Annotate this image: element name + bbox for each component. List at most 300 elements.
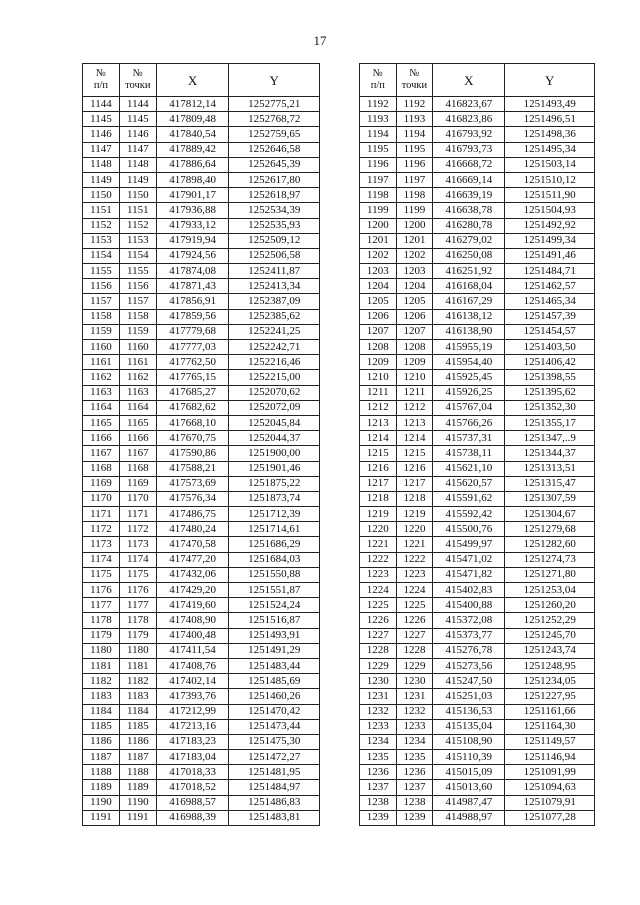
cell-point-number: 1186 — [119, 734, 156, 749]
table-row — [83, 324, 320, 339]
cell-row-number: 1190 — [83, 795, 120, 810]
cell-y: 1251712,39 — [229, 507, 320, 522]
cell-x: 417183,23 — [156, 734, 229, 749]
table-row — [360, 461, 595, 476]
cell-point-number: 1162 — [119, 370, 156, 385]
cell-y: 1251457,39 — [505, 309, 595, 324]
cell-point-number: 1175 — [119, 567, 156, 582]
table-row — [360, 309, 595, 324]
cell-row-number: 1178 — [83, 613, 120, 628]
table-row — [360, 415, 595, 430]
table-row — [83, 309, 320, 324]
header-y: Y — [229, 64, 320, 97]
table-row — [360, 658, 595, 673]
cell-point-number: 1166 — [119, 431, 156, 446]
cell-row-number: 1149 — [83, 172, 120, 187]
table-row — [83, 507, 320, 522]
cell-point-number: 1206 — [396, 309, 433, 324]
cell-y: 1251149,57 — [505, 734, 595, 749]
table-row — [360, 324, 595, 339]
cell-row-number: 1173 — [83, 537, 120, 552]
cell-y: 1251875,22 — [229, 476, 320, 491]
table-row — [83, 431, 320, 446]
table-row — [360, 446, 595, 461]
cell-x: 417812,14 — [156, 97, 229, 112]
cell-y: 1252413,34 — [229, 279, 320, 294]
cell-point-number: 1215 — [396, 446, 433, 461]
cell-point-number: 1223 — [396, 567, 433, 582]
cell-point-number: 1184 — [119, 704, 156, 719]
cell-y: 1251315,47 — [505, 476, 595, 491]
cell-x: 417486,75 — [156, 507, 229, 522]
cell-y: 1251493,49 — [505, 97, 595, 112]
cell-x: 416668,72 — [433, 157, 505, 172]
table-row — [360, 628, 595, 643]
cell-row-number: 1200 — [360, 218, 397, 233]
cell-y: 1252070,62 — [229, 385, 320, 400]
table-row — [83, 810, 320, 825]
cell-x: 415621,10 — [433, 461, 505, 476]
cell-point-number: 1171 — [119, 507, 156, 522]
table-row — [83, 112, 320, 127]
table-row — [83, 127, 320, 142]
cell-x: 416138,12 — [433, 309, 505, 324]
cell-x: 415108,90 — [433, 734, 505, 749]
cell-row-number: 1197 — [360, 172, 397, 187]
cell-x: 416251,92 — [433, 264, 505, 279]
cell-x: 417183,04 — [156, 750, 229, 765]
table-row — [360, 522, 595, 537]
cell-y: 1251146,94 — [505, 750, 595, 765]
cell-y: 1251492,92 — [505, 218, 595, 233]
cell-row-number: 1180 — [83, 643, 120, 658]
table-row — [360, 370, 595, 385]
cell-point-number: 1146 — [119, 127, 156, 142]
cell-y: 1252241,25 — [229, 324, 320, 339]
cell-y: 1251503,14 — [505, 157, 595, 172]
cell-y: 1251551,87 — [229, 583, 320, 598]
cell-y: 1251550,88 — [229, 567, 320, 582]
cell-row-number: 1209 — [360, 355, 397, 370]
cell-x: 417018,33 — [156, 765, 229, 780]
header-x: X — [433, 64, 505, 97]
table-row — [83, 218, 320, 233]
cell-row-number: 1148 — [83, 157, 120, 172]
table-row — [360, 567, 595, 582]
cell-row-number: 1161 — [83, 355, 120, 370]
table-row — [360, 765, 595, 780]
cell-point-number: 1233 — [396, 719, 433, 734]
cell-x: 415373,77 — [433, 628, 505, 643]
cell-x: 416638,78 — [433, 203, 505, 218]
table-row — [83, 340, 320, 355]
cell-y: 1252411,87 — [229, 264, 320, 279]
cell-x: 415402,83 — [433, 583, 505, 598]
cell-x: 417408,76 — [156, 658, 229, 673]
table-header — [360, 64, 595, 97]
cell-row-number: 1193 — [360, 112, 397, 127]
cell-x: 416250,08 — [433, 248, 505, 263]
cell-point-number: 1155 — [119, 264, 156, 279]
table-row — [360, 127, 595, 142]
table-row — [360, 491, 595, 506]
cell-y: 1251406,42 — [505, 355, 595, 370]
cell-y: 1251484,97 — [229, 780, 320, 795]
cell-point-number: 1176 — [119, 583, 156, 598]
cell-y: 1251470,42 — [229, 704, 320, 719]
table-row — [83, 203, 320, 218]
header-x: X — [156, 64, 229, 97]
cell-y: 1251398,55 — [505, 370, 595, 385]
cell-x: 415276,78 — [433, 643, 505, 658]
cell-y: 1251873,74 — [229, 491, 320, 506]
cell-x: 415273,56 — [433, 658, 505, 673]
cell-x: 417889,42 — [156, 142, 229, 157]
cell-y: 1251079,91 — [505, 795, 595, 810]
cell-point-number: 1167 — [119, 446, 156, 461]
table-row — [360, 248, 595, 263]
cell-row-number: 1152 — [83, 218, 120, 233]
cell-x: 417874,08 — [156, 264, 229, 279]
cell-point-number: 1165 — [119, 415, 156, 430]
cell-row-number: 1214 — [360, 431, 397, 446]
cell-y: 1251460,26 — [229, 689, 320, 704]
cell-point-number: 1222 — [396, 552, 433, 567]
cell-point-number: 1150 — [119, 188, 156, 203]
cell-point-number: 1198 — [396, 188, 433, 203]
table-row — [360, 400, 595, 415]
table-row — [360, 203, 595, 218]
cell-row-number: 1167 — [83, 446, 120, 461]
cell-y: 1251243,74 — [505, 643, 595, 658]
cell-row-number: 1163 — [83, 385, 120, 400]
header-number-sign: № — [409, 67, 420, 79]
cell-y: 1251475,30 — [229, 734, 320, 749]
cell-point-number: 1230 — [396, 674, 433, 689]
cell-x: 416823,67 — [433, 97, 505, 112]
cell-x: 416279,02 — [433, 233, 505, 248]
cell-point-number: 1187 — [119, 750, 156, 765]
cell-point-number: 1202 — [396, 248, 433, 263]
table-row — [83, 355, 320, 370]
cell-row-number: 1176 — [83, 583, 120, 598]
cell-point-number: 1220 — [396, 522, 433, 537]
cell-point-number: 1172 — [119, 522, 156, 537]
table-row — [360, 431, 595, 446]
cell-point-number: 1217 — [396, 476, 433, 491]
table-row — [83, 522, 320, 537]
cell-point-number: 1234 — [396, 734, 433, 749]
cell-x: 415954,40 — [433, 355, 505, 370]
cell-row-number: 1144 — [83, 97, 120, 112]
cell-point-number: 1207 — [396, 324, 433, 339]
cell-x: 417762,50 — [156, 355, 229, 370]
cell-point-number: 1239 — [396, 810, 433, 825]
cell-point-number: 1196 — [396, 157, 433, 172]
cell-row-number: 1237 — [360, 780, 397, 795]
table-row — [83, 628, 320, 643]
cell-point-number: 1221 — [396, 537, 433, 552]
cell-point-number: 1225 — [396, 598, 433, 613]
cell-row-number: 1172 — [83, 522, 120, 537]
cell-x: 416639,19 — [433, 188, 505, 203]
cell-y: 1251347,..9 — [505, 431, 595, 446]
cell-point-number: 1157 — [119, 294, 156, 309]
table-row — [360, 355, 595, 370]
cell-y: 1251403,50 — [505, 340, 595, 355]
cell-y: 1252768,72 — [229, 112, 320, 127]
cell-x: 417576,34 — [156, 491, 229, 506]
cell-y: 1251484,71 — [505, 264, 595, 279]
cell-row-number: 1220 — [360, 522, 397, 537]
cell-row-number: 1202 — [360, 248, 397, 263]
cell-point-number: 1192 — [396, 97, 433, 112]
cell-point-number: 1177 — [119, 598, 156, 613]
cell-y: 1252072,09 — [229, 400, 320, 415]
cell-x: 415135,04 — [433, 719, 505, 734]
cell-y: 1251077,28 — [505, 810, 595, 825]
cell-row-number: 1211 — [360, 385, 397, 400]
cell-row-number: 1212 — [360, 400, 397, 415]
table-row — [83, 142, 320, 157]
cell-point-number: 1226 — [396, 613, 433, 628]
cell-point-number: 1199 — [396, 203, 433, 218]
table-row — [83, 370, 320, 385]
cell-y: 1251901,46 — [229, 461, 320, 476]
cell-y: 1251245,70 — [505, 628, 595, 643]
table-row — [83, 537, 320, 552]
cell-row-number: 1234 — [360, 734, 397, 749]
cell-point-number: 1152 — [119, 218, 156, 233]
cell-x: 414987,47 — [433, 795, 505, 810]
cell-row-number: 1225 — [360, 598, 397, 613]
cell-point-number: 1209 — [396, 355, 433, 370]
cell-x: 417393,76 — [156, 689, 229, 704]
cell-x: 415591,62 — [433, 491, 505, 506]
cell-y: 1252775,21 — [229, 97, 320, 112]
cell-x: 417809,48 — [156, 112, 229, 127]
header-row-number — [360, 64, 397, 97]
cell-x: 417213,16 — [156, 719, 229, 734]
cell-row-number: 1228 — [360, 643, 397, 658]
cell-row-number: 1169 — [83, 476, 120, 491]
cell-point-number: 1201 — [396, 233, 433, 248]
table-row — [83, 461, 320, 476]
cell-point-number: 1148 — [119, 157, 156, 172]
cell-y: 1251496,51 — [505, 112, 595, 127]
cell-x: 415737,31 — [433, 431, 505, 446]
cell-point-number: 1188 — [119, 765, 156, 780]
cell-row-number: 1170 — [83, 491, 120, 506]
cell-row-number: 1159 — [83, 324, 120, 339]
cell-point-number: 1156 — [119, 279, 156, 294]
cell-y: 1251684,03 — [229, 552, 320, 567]
cell-point-number: 1191 — [119, 810, 156, 825]
cell-y: 1252759,65 — [229, 127, 320, 142]
cell-row-number: 1233 — [360, 719, 397, 734]
table-row — [360, 704, 595, 719]
cell-point-number: 1195 — [396, 142, 433, 157]
cell-point-number: 1205 — [396, 294, 433, 309]
cell-x: 417429,20 — [156, 583, 229, 598]
table-row — [360, 689, 595, 704]
cell-point-number: 1169 — [119, 476, 156, 491]
table-row — [83, 613, 320, 628]
cell-x: 417573,69 — [156, 476, 229, 491]
cell-x: 417777,03 — [156, 340, 229, 355]
cell-point-number: 1144 — [119, 97, 156, 112]
cell-row-number: 1203 — [360, 264, 397, 279]
cell-row-number: 1164 — [83, 400, 120, 415]
cell-point-number: 1197 — [396, 172, 433, 187]
cell-y: 1251495,34 — [505, 142, 595, 157]
table-row — [83, 172, 320, 187]
cell-row-number: 1218 — [360, 491, 397, 506]
cell-y: 1251252,29 — [505, 613, 595, 628]
table-row — [83, 400, 320, 415]
header-y: Y — [505, 64, 595, 97]
cell-row-number: 1222 — [360, 552, 397, 567]
cell-y: 1252242,71 — [229, 340, 320, 355]
cell-y: 1252216,46 — [229, 355, 320, 370]
cell-point-number: 1158 — [119, 309, 156, 324]
header-number-sign: № — [372, 67, 383, 79]
cell-point-number: 1147 — [119, 142, 156, 157]
coordinates-table-left — [82, 63, 320, 826]
cell-point-number: 1160 — [119, 340, 156, 355]
table-row — [360, 112, 595, 127]
cell-x: 415926,25 — [433, 385, 505, 400]
cell-x: 417588,21 — [156, 461, 229, 476]
cell-row-number: 1158 — [83, 309, 120, 324]
cell-x: 417933,12 — [156, 218, 229, 233]
cell-x: 415015,09 — [433, 765, 505, 780]
cell-row-number: 1162 — [83, 370, 120, 385]
header-row-number — [83, 64, 120, 97]
cell-y: 1251227,95 — [505, 689, 595, 704]
cell-row-number: 1231 — [360, 689, 397, 704]
cell-x: 415247,50 — [433, 674, 505, 689]
cell-point-number: 1211 — [396, 385, 433, 400]
cell-x: 417779,68 — [156, 324, 229, 339]
cell-y: 1251900,00 — [229, 446, 320, 461]
cell-y: 1251282,60 — [505, 537, 595, 552]
cell-x: 417470,58 — [156, 537, 229, 552]
cell-x: 415620,57 — [433, 476, 505, 491]
cell-row-number: 1232 — [360, 704, 397, 719]
table-row — [360, 643, 595, 658]
cell-row-number: 1154 — [83, 248, 120, 263]
table-row — [83, 750, 320, 765]
table-row — [83, 674, 320, 689]
cell-y: 1252535,93 — [229, 218, 320, 233]
cell-row-number: 1215 — [360, 446, 397, 461]
table-row — [360, 750, 595, 765]
table-row — [83, 157, 320, 172]
cell-x: 417480,24 — [156, 522, 229, 537]
cell-row-number: 1199 — [360, 203, 397, 218]
cell-row-number: 1207 — [360, 324, 397, 339]
cell-row-number: 1230 — [360, 674, 397, 689]
cell-y: 1251498,36 — [505, 127, 595, 142]
table-row — [360, 279, 595, 294]
cell-point-number: 1219 — [396, 507, 433, 522]
cell-y: 1252509,12 — [229, 233, 320, 248]
cell-y: 1252045,84 — [229, 415, 320, 430]
cell-row-number: 1147 — [83, 142, 120, 157]
cell-point-number: 1203 — [396, 264, 433, 279]
table-row — [360, 157, 595, 172]
cell-y: 1251491,29 — [229, 643, 320, 658]
cell-row-number: 1174 — [83, 552, 120, 567]
table-header — [83, 64, 320, 97]
cell-row-number: 1213 — [360, 415, 397, 430]
cell-point-number: 1237 — [396, 780, 433, 795]
header-row-number-label: п/п — [93, 80, 108, 91]
cell-x: 417018,52 — [156, 780, 229, 795]
cell-point-number: 1163 — [119, 385, 156, 400]
cell-row-number: 1205 — [360, 294, 397, 309]
cell-x: 415251,03 — [433, 689, 505, 704]
table-row — [83, 248, 320, 263]
cell-y: 1251516,87 — [229, 613, 320, 628]
cell-row-number: 1210 — [360, 370, 397, 385]
table-row — [83, 719, 320, 734]
cell-x: 417670,75 — [156, 431, 229, 446]
cell-row-number: 1153 — [83, 233, 120, 248]
cell-row-number: 1165 — [83, 415, 120, 430]
cell-y: 1251483,81 — [229, 810, 320, 825]
cell-point-number: 1224 — [396, 583, 433, 598]
cell-point-number: 1174 — [119, 552, 156, 567]
cell-point-number: 1149 — [119, 172, 156, 187]
cell-x: 417477,20 — [156, 552, 229, 567]
cell-y: 1252645,39 — [229, 157, 320, 172]
cell-x: 415372,08 — [433, 613, 505, 628]
table-body-left — [83, 97, 320, 826]
cell-y: 1252506,58 — [229, 248, 320, 263]
cell-y: 1252044,37 — [229, 431, 320, 446]
table-row — [83, 552, 320, 567]
cell-point-number: 1208 — [396, 340, 433, 355]
cell-point-number: 1214 — [396, 431, 433, 446]
table-row — [83, 704, 320, 719]
cell-y: 1251499,34 — [505, 233, 595, 248]
cell-y: 1251485,69 — [229, 674, 320, 689]
cell-y: 1251714,61 — [229, 522, 320, 537]
cell-x: 416669,14 — [433, 172, 505, 187]
table-body-right — [360, 97, 595, 826]
table-row — [83, 491, 320, 506]
cell-row-number: 1219 — [360, 507, 397, 522]
cell-row-number: 1235 — [360, 750, 397, 765]
cell-point-number: 1200 — [396, 218, 433, 233]
table-row — [83, 476, 320, 491]
cell-x: 417212,99 — [156, 704, 229, 719]
cell-x: 417432,06 — [156, 567, 229, 582]
table-row — [83, 689, 320, 704]
cell-y: 1251686,29 — [229, 537, 320, 552]
cell-x: 417924,56 — [156, 248, 229, 263]
cell-point-number: 1179 — [119, 628, 156, 643]
cell-row-number: 1175 — [83, 567, 120, 582]
cell-y: 1251511,90 — [505, 188, 595, 203]
cell-point-number: 1212 — [396, 400, 433, 415]
cell-x: 416823,86 — [433, 112, 505, 127]
cell-row-number: 1224 — [360, 583, 397, 598]
cell-x: 415500,76 — [433, 522, 505, 537]
cell-row-number: 1204 — [360, 279, 397, 294]
